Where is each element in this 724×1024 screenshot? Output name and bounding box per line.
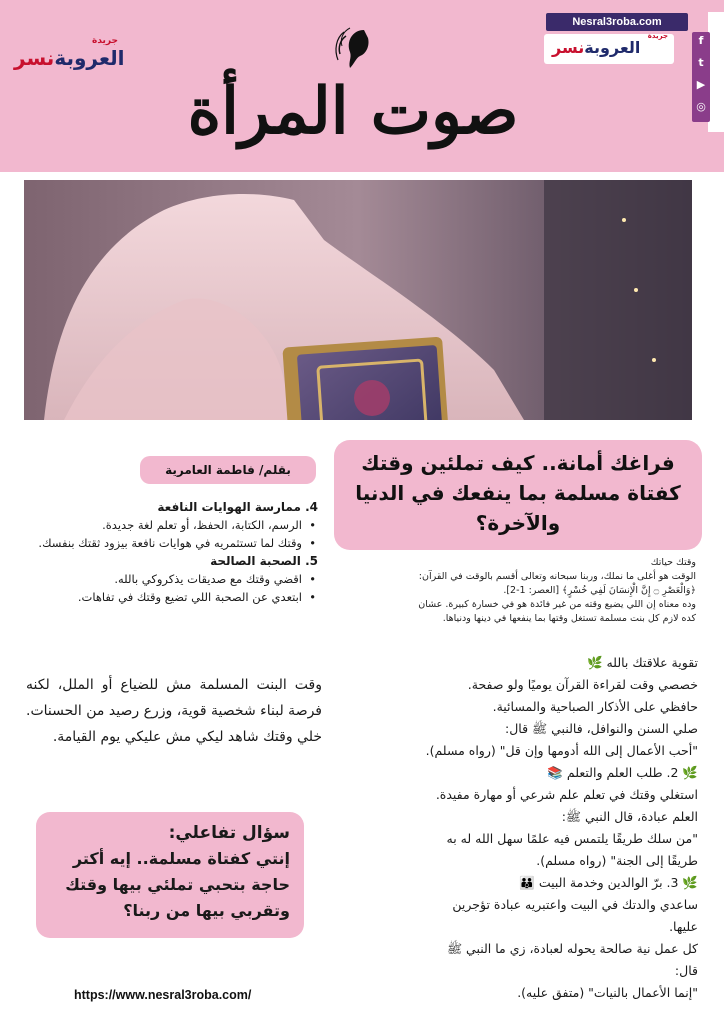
question-body: إنتي كفتاة مسلمة.. إيه أكتر حاجة بتحبي تملئي بيها وقتك وتقربي بيها من ربنا؟ [65,849,290,920]
intro-line: ﴿وَالْعَصْرِ ۝ إِنَّ الْإِنسَانَ لَفِي خُسْرٍ﴾ [العصر: 1-2]. [503,585,696,596]
article-intro [356,556,696,626]
body-line: عليها. [669,919,698,934]
body-line: خصصي وقت لقراءة القرآن يوميًا ولو صفحة. [467,677,698,692]
body-line: حافظي على الأذكار الصباحية والمسائية. [492,699,698,714]
masthead-title: صوت المرأة [187,74,519,149]
intro-line: وده معناه إن اللي يضيع وقته من غير فائدة هو في خسارة كبيرة. عشان [418,599,696,610]
author-byline: بقلم/ فاطمة العامرية [140,456,316,484]
facebook-icon[interactable]: f [698,34,704,47]
instagram-icon[interactable]: ◎ [696,100,706,113]
body-line: "من سلك طريقًا يلتمس فيه علمًا سهل الله له به [446,831,698,846]
section-4-title: 4. ممارسة الهوايات النافعة [157,500,318,514]
article-sections-left [26,498,318,606]
social-bar [692,32,710,122]
intro-line: كده لازم كل بنت مسلمة تستغل وقتها بما ينفعها في دينها ودنياها. [442,613,696,624]
site-url-tag[interactable]: Nesral3roba.com [546,13,688,31]
body-line: استغلي وقتك في تعلم علم شرعي أو مهارة مفيدة. [435,787,698,802]
youtube-icon[interactable]: ▶ [696,78,706,91]
logo-left-red: نسر [14,46,55,70]
question-title: سؤال تفاعلي: [168,823,290,843]
logo-right-wordmark [552,38,640,57]
section-5-title: 5. الصحبة الصالحة [210,554,318,568]
body-line: العلم عبادة، قال النبي ﷺ: [561,809,698,824]
logo-left-wordmark [14,46,124,70]
newspaper-logo-left[interactable] [14,36,124,76]
side-accent-strip [708,12,724,132]
body-line: "إنما الأعمال بالنيات" (متفق عليه). [517,985,698,1000]
list-item: • اقضي وقتك مع صديقات يذكروكي بالله. [26,570,318,588]
body-line: طريقًا إلى الجنة" (رواه مسلم). [536,853,698,868]
body-line: تقوية علاقتك بالله 🌿 [586,655,698,670]
intro-line: وقتك حياتك [650,557,696,568]
closing-paragraph: وقت البنت المسلمة مش للضياع أو الملل، لكنه فرصة لبناء شخصية قوية، وزرع رصيد من الحسنات. خلي وقتك شاهد ليكي مش عليكي يوم القيامة. [26,677,322,745]
list-item: • الرسم، الكتابة، الحفظ، أو تعلم لغة جديدة. [26,516,318,534]
header-band [0,0,724,172]
article-headline-box [334,440,702,550]
list-item: • وقتك لما تستثمريه في هوايات نافعة بيزود ثقتك بنفسك. [26,534,318,552]
article-body-right [350,652,698,1004]
interactive-question-box [36,812,304,938]
article-headline: فراغك أمانة.. كيف تملئين وقتك كفتاة مسلمة بما ينفعك في الدنيا والآخرة؟ [355,451,681,535]
logo-left-small-text: جريدة [92,36,118,46]
footer-url-link[interactable]: https://www.nesral3roba.com/ [74,988,252,1002]
logo-right-red: نسر [552,38,585,57]
logo-right-small-text: جريدة [647,32,668,40]
list-item: • ابتعدي عن الصحبة اللي تضيع وقتك في تفاهات. [26,588,318,606]
section-4-list [26,516,318,552]
section-5-list [26,570,318,606]
hero-photo [24,180,692,420]
intro-line: الوقت هو أغلى ما نملك، وربنا سبحانه وتعالى أقسم بالوقت في القرآن: [418,571,696,582]
logo-left-blue: العروبة [54,46,125,70]
body-line: كل عمل نية صالحة يحوله لعبادة، زي ما النبي ﷺ [446,941,698,956]
newspaper-logo-right[interactable] [544,34,674,64]
body-line: ساعدي والدتك في البيت واعتبريه عبادة تؤجرين [452,897,698,912]
logo-right-blue: العروبة [584,38,641,57]
twitter-icon[interactable]: t [698,56,704,69]
body-line: "أحب الأعمال إلى الله أدومها وإن قل" (رواه مسلم). [425,743,698,758]
body-line: 🌿 3. برّ الوالدين وخدمة البيت 👪 [519,875,698,890]
body-line: 🌿 2. طلب العلم والتعلم 📚 [547,765,698,780]
body-line: صلي السنن والنوافل، فالنبي ﷺ قال: [505,721,698,736]
body-line: قال: [674,963,698,978]
photo-woman-holding-quran-icon [24,180,692,420]
